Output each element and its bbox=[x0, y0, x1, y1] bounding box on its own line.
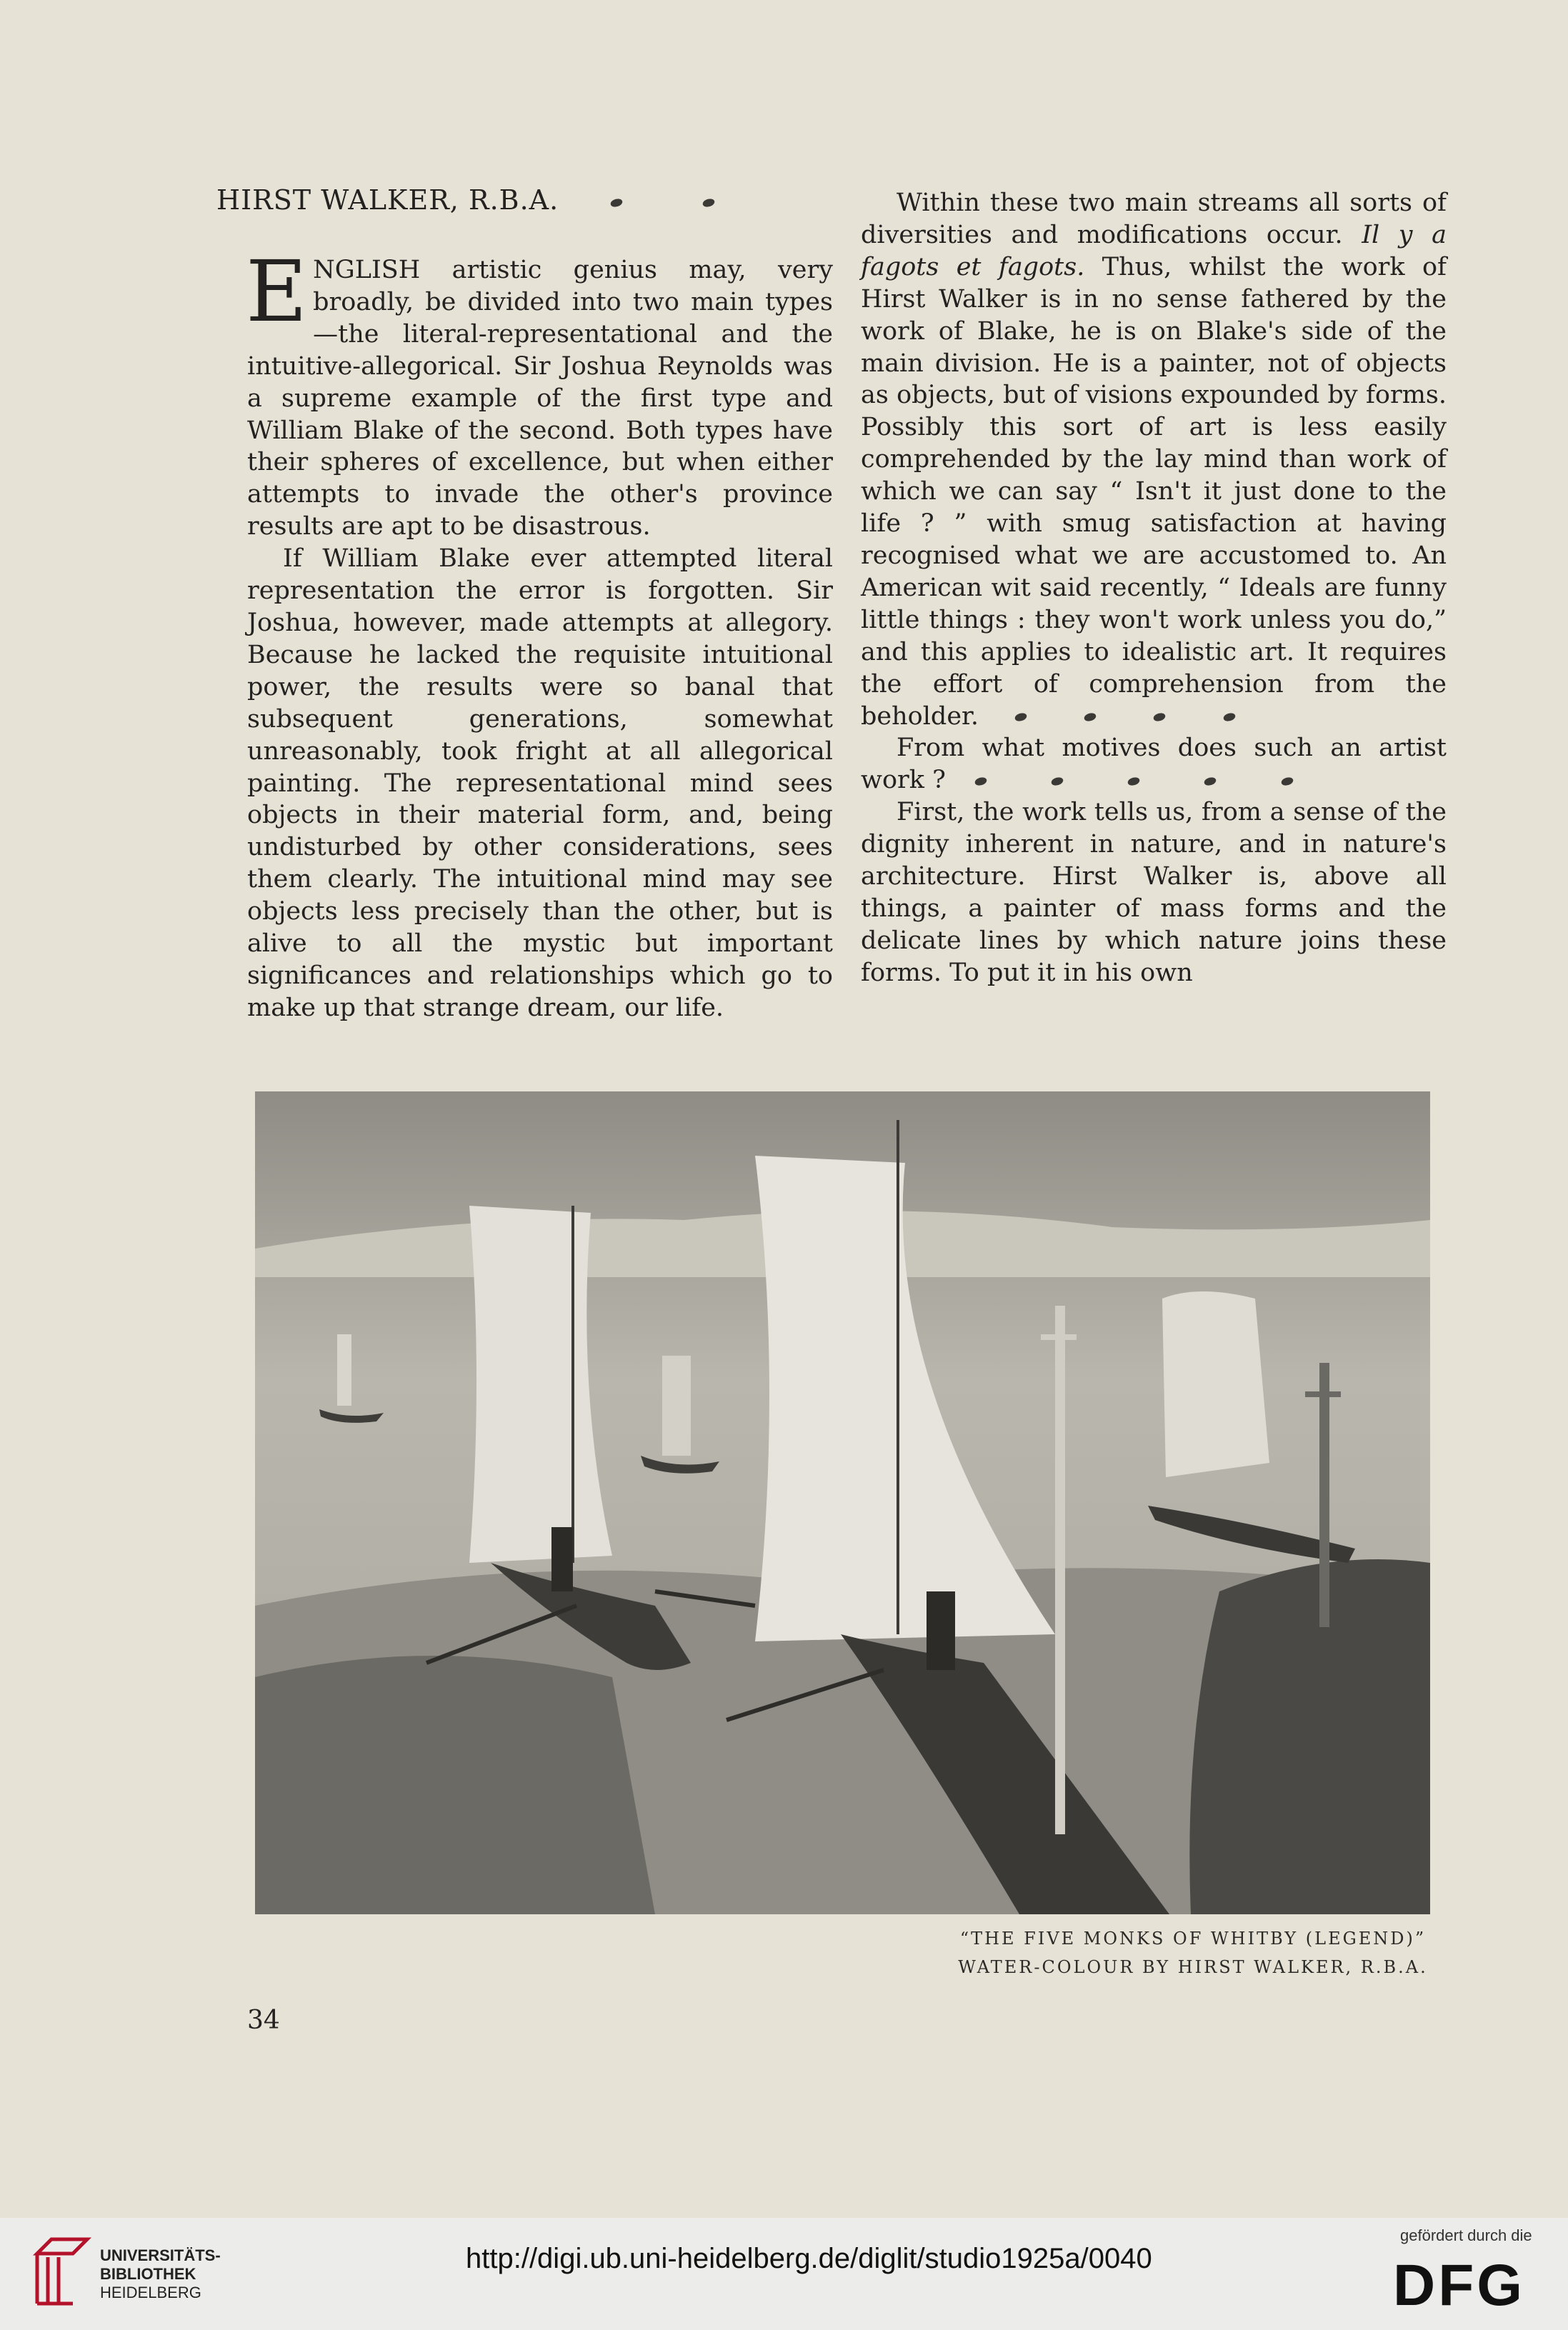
leaf-ornament-icon bbox=[974, 777, 988, 785]
monks-boats-painting bbox=[255, 1091, 1430, 1914]
leaf-ornament-icon bbox=[1280, 777, 1294, 785]
painting-illustration bbox=[255, 1091, 1430, 1914]
digitization-footer bbox=[0, 2218, 1568, 2330]
leaf-ornament-icon bbox=[1222, 713, 1237, 721]
leaf-ornament-icon bbox=[1050, 777, 1064, 785]
italic-phrase: Il y a fagots et fagots. bbox=[861, 220, 1447, 281]
figure-caption-credit: WATER-COLOUR BY HIRST WALKER, R.B.A. bbox=[958, 1957, 1428, 1977]
heading-text: HIRST WALKER, R.B.A. bbox=[216, 184, 559, 216]
paragraph-text: NGLISH artistic genius may, very broadly, be divided into two main types—the literal-representational and the intuitive-allegorical. Sir Joshua Reynolds was a supreme example of the first type and William Blake of the second. Both types have their spheres of excellence, but when either attempts to invade the other's province results are apt to be disastrous. bbox=[247, 256, 833, 541]
paragraph-text: From what motives does such an artist work ? bbox=[861, 734, 1447, 795]
library-line: BIBLIOTHEK bbox=[100, 2265, 196, 2283]
source-url-link[interactable]: http://digi.ub.uni-heidelberg.de/diglit/studio1925a/0040 bbox=[466, 2243, 1152, 2274]
dfg-logo: DFG bbox=[1393, 2253, 1526, 2318]
paragraph-text: Thus, whilst the work of Hirst Walker is in no sense fathered by the work of Blake, he is on Blake's side of the main division. He is a painter, not of objects as objects, but of visions expounded by forms. Possibly this sort of art is less easily comprehended by the lay mind than work of which we can say “ Isn't it just done to the life ? ” with smug satisfaction at having recognised what we are accustomed to. An American wit said recently, “ Ideals are funny little things : they won't work unless you do,” and this applies to idealistic art. It requires the effort of comprehension from the beholder. bbox=[861, 252, 1447, 731]
article-heading bbox=[216, 184, 714, 216]
leaf-ornament-icon bbox=[701, 199, 716, 206]
leaf-ornament-icon bbox=[1127, 777, 1141, 785]
paragraph bbox=[861, 732, 1447, 796]
paragraph bbox=[861, 187, 1447, 732]
paragraph bbox=[246, 242, 833, 543]
library-line: HEIDELBERG bbox=[100, 2284, 201, 2301]
leaf-ornament-icon bbox=[1014, 713, 1028, 721]
paragraph-text: Within these two main streams all sorts of diversities and modifications occur. bbox=[861, 189, 1447, 249]
drop-cap: E bbox=[246, 242, 308, 341]
page-number: 34 bbox=[247, 2006, 280, 2035]
university-library-logo-icon bbox=[30, 2232, 94, 2311]
leaf-ornament-icon bbox=[609, 199, 624, 206]
right-column bbox=[861, 187, 1447, 989]
paragraph: First, the work tells us, from a sense of the dignity inherent in nature, and in nature's architecture. Hirst Walker is, above all things, a painter of mass forms and the delicate lines by which nature joins these forms. To put it in his own bbox=[861, 798, 1447, 987]
left-column bbox=[246, 242, 833, 1024]
leaf-ornament-icon bbox=[1152, 713, 1167, 721]
library-name bbox=[100, 2246, 221, 2302]
library-line: UNIVERSITÄTS- bbox=[100, 2246, 221, 2264]
leaf-ornament-icon bbox=[1083, 713, 1097, 721]
leaf-ornament-icon bbox=[1203, 777, 1217, 785]
paragraph: If William Blake ever attempted literal representation the error is forgotten. Sir Joshua, however, made attempts at allegory. Because he lacked the requisite intuitional power, the results were so banal that subsequent generations, somewhat unreasonably, took fright at all allegorical painting. The representational mind sees objects in their material form, and, being undisturbed by other considerations, sees them clearly. The intuitional mind may see objects less precisely than the other, but is alive to all the mystic but important significances and relationships which go to make up that strange dream, our life. bbox=[247, 544, 833, 1022]
funded-by-label: gefördert durch die bbox=[1400, 2226, 1532, 2244]
figure-caption-title: “THE FIVE MONKS OF WHITBY (LEGEND)” bbox=[959, 1929, 1427, 1949]
